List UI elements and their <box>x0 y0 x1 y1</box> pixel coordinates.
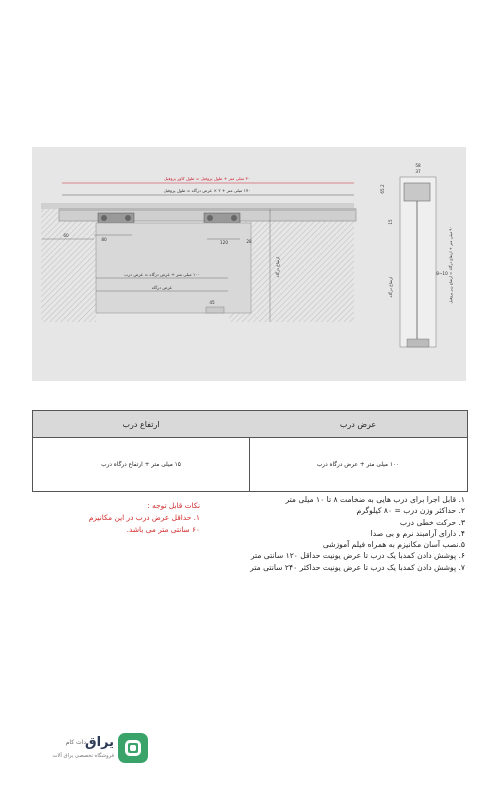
table-cell-door-width: ۱۰۰ میلی متر + عرض درگاه درب <box>316 461 400 468</box>
side-58: 58 <box>415 163 421 168</box>
notes-block <box>40 500 200 536</box>
table-header-door-height: ارتفاع درب <box>33 411 250 438</box>
feature-item: ۶. پوشش دادن کمدبا یک درب تا عرض یونیت حداقل ۱۲۰ سانتی متر <box>250 551 465 561</box>
carriage-left <box>98 213 134 223</box>
technical-drawing <box>32 147 466 381</box>
feature-item: ۷. پوشش دادن کمدبا یک درب تا عرض یونیت حداکثر ۲۴۰ سانتی متر <box>250 562 465 572</box>
dim-60: 60 <box>63 233 69 238</box>
logo-name: یراق <box>84 735 114 750</box>
rail-cover <box>59 208 356 211</box>
table-cell-door-height: ۱۵ میلی متر + ارتفاع درگاه درب <box>33 438 250 491</box>
side-opening-height: ارتفاع درگاه <box>388 276 393 298</box>
dim-opening-height: ارتفاع درگاه <box>275 256 280 278</box>
logo-tld: دات کام <box>65 739 86 746</box>
notes-line-2: ۶۰ سانتی متر می باشد. <box>126 525 200 534</box>
carriage-right <box>204 213 240 223</box>
side-652: 65.2 <box>380 184 385 194</box>
feature-item: ۲. حداکثر وزن درب = ۸۰ کیلوگرم <box>356 506 465 516</box>
logo-icon <box>118 733 148 763</box>
features-list <box>180 494 465 573</box>
side-15: 15 <box>388 219 393 225</box>
side-total-height: ۹۰ میلی متر + ارتفاع درگاه = ارتفاع زیر پروفیل <box>448 226 453 304</box>
dim-opening-width: عرض درگاه <box>151 285 173 290</box>
logo-tagline: فروشگاه تخصصی یراق آلات <box>52 753 114 759</box>
feature-item: ۱. قابل اجرا برای درب هایی به ضخامت ۸ تا ۱۰ میلی متر <box>285 495 465 504</box>
feature-item: ۵.نصب آسان مکانیزم به همراه فیلم آموزشی <box>322 540 465 550</box>
door-panel <box>96 223 251 313</box>
notes-line-1: ۱. حداقل عرض درب در این مکانیزم <box>88 513 200 522</box>
spec-table <box>32 410 468 492</box>
dim-120: 120 <box>220 240 228 245</box>
dim-rail-text: ۱۷۰ میلی متر + ۲ × عرض درگاه = طول پروفیل <box>163 188 251 193</box>
notes-title: نکات قابل توجه : <box>147 501 200 510</box>
dim-cover-text: ۳۰ میلی متر + طول پروفیل = طول کاور پروفیل <box>164 176 250 181</box>
feature-item: ۳. حرکت خطی درب <box>399 517 465 527</box>
dim-28: 28 <box>246 239 252 244</box>
side-37: 37 <box>415 169 421 174</box>
feature-item: ۴. دارای آرامبند نرم و بی صدا <box>370 528 465 538</box>
brand-logo[interactable] <box>38 733 148 769</box>
drawing-svg <box>32 147 466 381</box>
dim-45: 45 <box>209 300 215 305</box>
side-range: 8~10 <box>436 271 448 276</box>
wall-left <box>41 207 96 322</box>
dim-door-width: ۱۰۰ میلی متر + عرض درگاه = عرض درب <box>124 272 200 277</box>
table-header-door-width: عرض درب <box>249 411 467 438</box>
dim-80: 80 <box>101 237 107 242</box>
side-section <box>400 177 436 347</box>
